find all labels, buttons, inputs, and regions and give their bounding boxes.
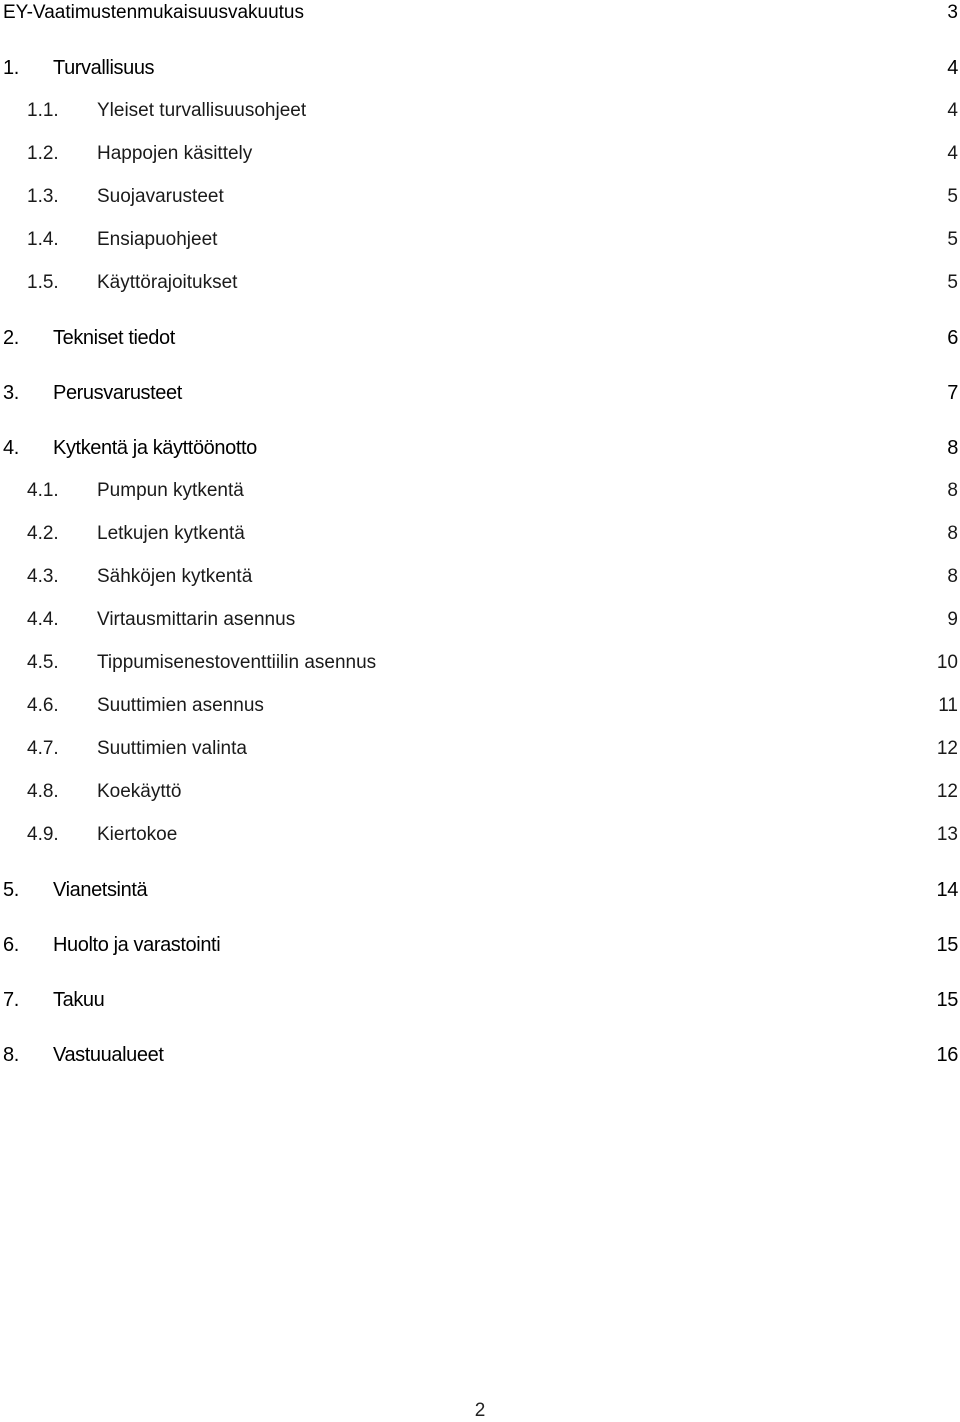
toc-entry-page: 3 bbox=[947, 2, 958, 23]
toc-entry-page: 15 bbox=[936, 989, 958, 1011]
toc-entry-title: Käyttörajoitukset bbox=[97, 272, 238, 293]
toc-leader-dots bbox=[306, 8, 944, 20]
toc-leader-dots bbox=[249, 744, 935, 756]
toc-entry-title: EY-Vaatimustenmukaisuusvakuutus bbox=[3, 2, 304, 23]
toc-entry-page: 8 bbox=[947, 437, 958, 459]
toc-entry-number: 4.4. bbox=[27, 609, 59, 630]
toc-leader-dots bbox=[226, 192, 944, 204]
toc-entry-page: 6 bbox=[947, 327, 958, 349]
toc-entry-title: Happojen käsittely bbox=[97, 143, 253, 164]
toc-entry[interactable] bbox=[0, 731, 958, 761]
toc-entry-title: Pumpun kytkentä bbox=[97, 480, 244, 501]
toc-entry-number: 1. bbox=[3, 57, 19, 79]
toc-entry-page: 9 bbox=[947, 609, 958, 630]
toc-entry[interactable] bbox=[0, 265, 958, 295]
toc-leader-dots bbox=[259, 443, 944, 455]
toc-entry-title: Vianetsintä bbox=[53, 879, 148, 901]
toc-entry-title: Suuttimien asennus bbox=[97, 695, 264, 716]
toc-leader-dots bbox=[266, 701, 936, 713]
toc-entry-title: Koekäyttö bbox=[97, 781, 182, 802]
toc-entry-number: 1.5. bbox=[27, 272, 59, 293]
toc-leader-dots bbox=[219, 235, 944, 247]
toc-entry-title: Vastuualueet bbox=[53, 1044, 164, 1066]
toc-entry-page: 5 bbox=[947, 272, 958, 293]
toc-entry-number: 7. bbox=[3, 989, 19, 1011]
toc-entry-page: 4 bbox=[947, 57, 958, 79]
toc-leader-dots bbox=[106, 995, 934, 1007]
toc-entry-number: 4.6. bbox=[27, 695, 59, 716]
toc-entry-number: 2. bbox=[3, 327, 19, 349]
toc-leader-dots bbox=[247, 529, 944, 541]
toc-entry-title: Yleiset turvallisuusohjeet bbox=[97, 100, 307, 121]
toc-entry[interactable] bbox=[0, 473, 958, 503]
toc-entry-page: 8 bbox=[947, 480, 958, 501]
toc-entry[interactable] bbox=[0, 559, 958, 589]
toc-entry-number: 4. bbox=[3, 437, 19, 459]
toc-entry-page: 8 bbox=[947, 523, 958, 544]
toc-entry[interactable] bbox=[0, 872, 958, 902]
toc-entry[interactable] bbox=[0, 375, 958, 405]
toc-entry-page: 4 bbox=[947, 143, 958, 164]
toc-entry-title: Tekniset tiedot bbox=[53, 327, 175, 349]
toc-entry-title: Suuttimien valinta bbox=[97, 738, 247, 759]
toc-leader-dots bbox=[149, 885, 934, 897]
toc-entry[interactable] bbox=[0, 93, 958, 123]
toc-leader-dots bbox=[165, 1050, 934, 1062]
toc-leader-dots bbox=[184, 388, 944, 400]
toc-leader-dots bbox=[156, 63, 944, 75]
toc-entry-title: Suojavarusteet bbox=[97, 186, 224, 207]
toc-entry[interactable] bbox=[0, 1037, 958, 1067]
toc-entry-number: 4.8. bbox=[27, 781, 59, 802]
toc-entry-number: 4.1. bbox=[27, 480, 59, 501]
toc-entry-page: 7 bbox=[947, 382, 958, 404]
toc-entry-page: 13 bbox=[936, 824, 958, 845]
toc-entry[interactable] bbox=[0, 645, 958, 675]
toc-entry-number: 8. bbox=[3, 1044, 19, 1066]
toc-leader-dots bbox=[184, 787, 935, 799]
toc-entry-number: 4.9. bbox=[27, 824, 59, 845]
toc-leader-dots bbox=[222, 940, 934, 952]
toc-entry-page: 5 bbox=[947, 186, 958, 207]
toc-entry-page: 5 bbox=[947, 229, 958, 250]
toc-entry-page: 11 bbox=[938, 695, 958, 716]
toc-entry-title: Kytkentä ja käyttöönotto bbox=[53, 437, 257, 459]
page-number: 2 bbox=[474, 1400, 486, 1421]
toc-entry[interactable] bbox=[0, 516, 958, 546]
toc-entry[interactable] bbox=[0, 430, 958, 460]
toc-entry[interactable] bbox=[0, 982, 958, 1012]
toc-entry-title: Kiertokoe bbox=[97, 824, 178, 845]
toc-entry-page: 15 bbox=[936, 934, 958, 956]
toc-entry[interactable] bbox=[0, 222, 958, 252]
toc-leader-dots bbox=[239, 278, 944, 290]
toc-leader-dots bbox=[179, 830, 935, 842]
toc-entry[interactable] bbox=[0, 817, 958, 847]
toc-entry-page: 4 bbox=[947, 100, 958, 121]
toc-leader-dots bbox=[177, 333, 944, 345]
toc-leader-dots bbox=[308, 106, 944, 118]
toc-entry[interactable] bbox=[0, 50, 958, 80]
toc-entry-title: Virtausmittarin asennus bbox=[97, 609, 296, 630]
toc-leader-dots bbox=[254, 572, 944, 584]
toc-entry-number: 4.3. bbox=[27, 566, 59, 587]
toc-entry-number: 1.2. bbox=[27, 143, 59, 164]
toc-entry-page: 12 bbox=[936, 781, 958, 802]
toc-entry[interactable] bbox=[0, 688, 958, 718]
toc-entry-title: Sähköjen kytkentä bbox=[97, 566, 253, 587]
toc-entry-page: 14 bbox=[936, 879, 958, 901]
toc-entry-number: 5. bbox=[3, 879, 19, 901]
toc-entry-title: Tippumisenestoventtiilin asennus bbox=[97, 652, 377, 673]
toc-leader-dots bbox=[246, 486, 944, 498]
toc-entry-number: 1.3. bbox=[27, 186, 59, 207]
toc-entry-number: 4.7. bbox=[27, 738, 59, 759]
toc-entry-number: 3. bbox=[3, 382, 19, 404]
toc-entry-number: 1.4. bbox=[27, 229, 59, 250]
toc-entry-number: 6. bbox=[3, 934, 19, 956]
toc-entry-title: Takuu bbox=[53, 989, 105, 1011]
toc-entry[interactable] bbox=[0, 602, 958, 632]
toc-entry-page: 8 bbox=[947, 566, 958, 587]
toc-entry-number: 4.2. bbox=[27, 523, 59, 544]
toc-entry-title: Huolto ja varastointi bbox=[53, 934, 221, 956]
toc-entry-title: Turvallisuus bbox=[53, 57, 155, 79]
toc-entry[interactable] bbox=[0, 320, 958, 350]
toc-entry-page: 12 bbox=[936, 738, 958, 759]
toc-leader-dots bbox=[378, 658, 935, 670]
toc-entry-title: Letkujen kytkentä bbox=[97, 523, 245, 544]
toc-entry-title: Ensiapuohjeet bbox=[97, 229, 218, 250]
toc-leader-dots bbox=[297, 615, 944, 627]
toc-entry-number: 4.5. bbox=[27, 652, 59, 673]
toc-entry-title: Perusvarusteet bbox=[53, 382, 182, 404]
toc-entry-page: 16 bbox=[936, 1044, 958, 1066]
toc-entry[interactable] bbox=[0, 179, 958, 209]
toc-entry[interactable] bbox=[0, 0, 958, 25]
toc-entry-page: 10 bbox=[936, 652, 958, 673]
toc-entry[interactable] bbox=[0, 927, 958, 957]
toc-entry[interactable] bbox=[0, 774, 958, 804]
toc-entry-number: 1.1. bbox=[27, 100, 59, 121]
toc-leader-dots bbox=[254, 149, 944, 161]
toc-entry[interactable] bbox=[0, 136, 958, 166]
